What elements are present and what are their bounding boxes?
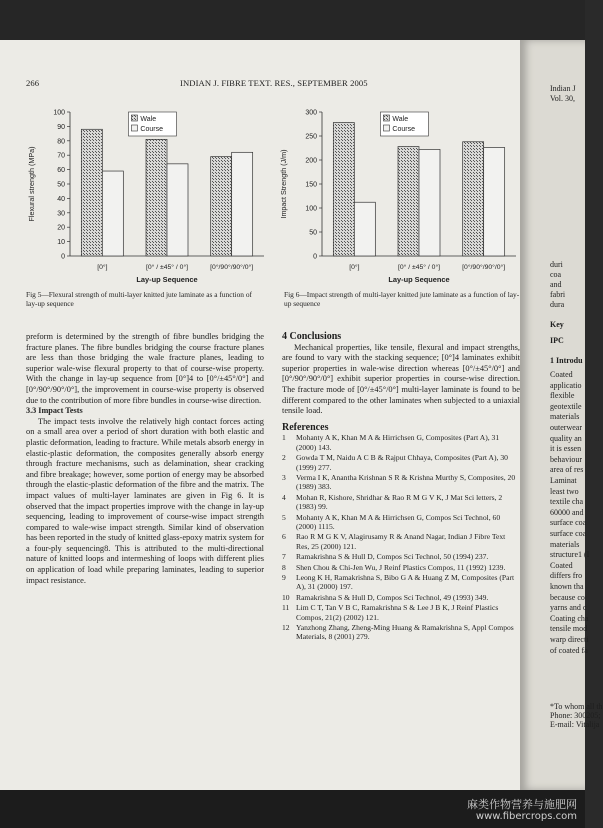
next-page-body-line: geotextile [550,401,582,411]
references-heading: References [282,421,329,433]
next-page-body-line: warp directi [550,635,589,644]
reference-number: 9 [282,573,286,583]
watermark-line-1: 麻类作物营养与施肥网 [467,798,577,811]
reference-list [282,433,520,642]
reference-text: Verma I K, Anantha Krishnan S R & Krishna Murthy S, Composites, 20 (1989) 383. [296,472,516,492]
next-page-abstract-line: coa [550,270,562,279]
y-tick-label: 20 [57,224,65,232]
journal-page [0,40,520,790]
legend-swatch [131,115,137,121]
y-tick-label: 150 [305,181,317,189]
y-axis-label: Impact Strength (J/m) [279,149,288,219]
next-page-body-line: known tha [550,582,584,591]
reference-number: 10 [282,592,290,602]
bar-course [484,148,505,256]
next-page-ipc: IPC [550,336,564,345]
x-tick-label: [0° / ±45° / 0°] [397,264,441,271]
legend-label: Course [140,126,164,133]
next-page-body-line: outerwear [550,423,582,432]
reference-item [282,552,520,561]
next-page-body-line: because co [550,592,585,602]
next-page-intro-heading: 1 Introdu [550,356,583,365]
y-tick-label: 0 [61,253,65,261]
next-page-body-line: it is essen [550,444,582,454]
next-page-header: Indian J [550,84,576,93]
reference-number: 3 [282,472,286,482]
reference-item [282,433,520,452]
bar-wale [81,129,102,256]
x-tick-label: [0°/90°/90°/0°] [210,264,254,271]
next-page-body-line: Coating cha [550,613,589,623]
reference-text: Gowda T M, Naidu A C B & Rajput Chhaya, Composites (Part A), 30 (1999) 277. [296,453,508,472]
reference-text: Ramakrishna S & Hull D, Compos Sci Technol, 50 (1994) 237. [296,552,489,562]
impact-strength-chart [270,104,520,284]
watermark-line-2: www.fibercrops.com [475,811,577,822]
reference-item [282,623,520,642]
next-page-body-line: textile cha [550,497,584,507]
reference-text: Rao R M G K V, Alagirusamy R & Anand Nagar, Indian J Fibre Text Res, 25 (2000) 121. [296,532,506,551]
reference-item [282,573,520,592]
y-tick-label: 200 [305,157,317,165]
bar-course [232,152,253,256]
y-tick-label: 0 [313,253,317,261]
figure-5-caption: Fig 5—Flexural strength of multi-layer knitted jute laminate as a function of lay-up sequence [26,290,252,308]
section-heading-impact-tests: 3.3 Impact Tests [26,406,83,416]
reference-number: 4 [282,492,286,502]
left-column [26,332,264,586]
reference-item [282,453,520,472]
legend-swatch [131,125,137,131]
reference-number: 2 [282,453,286,463]
reference-text: Mohan R, Kishore, Shridhar & Rao R M G V K, J Mat Sci letters, 2 (1983) 99. [296,492,503,512]
section-heading-conclusions: 4 Conclusions [282,331,342,342]
x-tick-label: [0°] [349,264,360,271]
x-tick-label: [0°] [97,264,108,271]
next-page-body-line: flexible [550,391,575,401]
conclusions-paragraph: Mechanical properties, like tensile, flexural and impact strengths, are found to vary with the stacking sequence; [0°]4 laminates exhibit superior properties in wale-wise direction whereas [0°/±45°/0°] and [0°/90°/90°/0°] exhibit superior properties in course-wise direction. The fracture mode of [0°/±45°/0°] multi-layer laminate is found to be different compared to the other laminates when subjected to a uniaxial tensile load. [282,342,520,416]
reference-number: 6 [282,532,286,542]
left-paragraph-1: preform is determined by the strength of fibre bundles bridging the fracture planes. The fibre bundles bridging the course fracture planes are less than those bridging the wale fracture planes, leading to superior wale-wise flexural property to that of course-wise property. With the change in lay-up sequence from [0°]4 to [0°/±45°/0°] and [0°/90°/90°/0°], the improvement in course-wise property is observed due to the contribution of more fibre bundles in course-wise direction. [26,332,264,405]
legend-label: Wale [140,116,157,123]
y-tick-label: 30 [57,210,65,218]
flexural-strength-chart [18,104,268,284]
reference-item [282,493,520,512]
reference-number: 8 [282,562,286,572]
reference-item [282,532,520,551]
legend-label: Course [392,126,416,133]
bar-course [102,171,123,256]
reference-number: 11 [282,603,290,613]
next-page-footnote: E-mail: Vitalija [550,720,600,729]
y-tick-label: 40 [57,195,65,203]
y-tick-label: 100 [53,109,65,117]
reference-item [282,603,520,622]
reference-number: 12 [282,623,290,633]
next-page-body-line: Coated [550,560,573,570]
next-page-body-line: area of res [550,465,584,475]
next-page-abstract-line: and [550,280,562,289]
reference-item [282,593,520,602]
next-page-body-line: least two [550,486,579,496]
adjacent-page-fragment [520,40,603,790]
figure-6-caption: Fig 6—Impact strength of multi-layer knitted jute laminate as a function of lay-up sequence [284,290,520,308]
next-page-body-line: tensile mod [550,624,588,634]
next-page-abstract-line: fabri [550,290,566,299]
left-paragraph-2: The impact tests involve the relatively high contact forces acting on a small area over a period of short duration with both elastic and plastic deformation, leading to fracture. While metals absorb energy in elastic-plastic deformation, the composites generally absorb energy through fracture mechanisms, such as delamination, shear cracking and fibre breakage; however, some portion of energy may be absorbed through the elastic-plastic deformation of the fibre and the matrix. The impact values of multi-layer laminates are given in Fig 6. It is observed that the impact properties improve with the change in lay-up sequencing, leading to improvement of course-wise impact strength compared to wale-wise impact strength. Similar kind of observation has been reported in the study of knitted glass-epoxy matrix system for a four-ply sequencing8. This is attributed to the multi-directional nature of knitted loops and intermeshing of loops with different plies on application of load while preparing laminates, leading to superior impact resistance. [26,416,264,585]
reference-number: 5 [282,512,286,522]
scan-top-band [0,0,585,40]
chart-svg [270,104,520,284]
y-tick-label: 70 [57,152,65,160]
next-page-body-line: Laminat [550,476,577,485]
next-page-footnote: *To whom all th [550,702,603,711]
next-page-abstract-line: duri [550,260,563,269]
x-axis-label: Lay-up Sequence [388,275,450,284]
bar-wale [211,157,232,256]
next-page-body-line: quality an [550,433,582,443]
x-tick-label: [0°/90°/90°/0°] [462,264,506,271]
next-page-body-line: differs fro [550,571,583,581]
reference-item [282,513,520,532]
y-tick-label: 100 [305,205,317,213]
reference-item [282,473,520,492]
scan-bottom-band [0,790,585,828]
bar-wale [398,147,419,256]
next-page-body-line: Coated [550,370,573,379]
next-page-body-line: 60000 and [550,507,584,517]
next-page-body-line: materials [550,412,580,422]
bar-wale [333,123,354,256]
y-tick-label: 50 [309,229,317,237]
next-page-body-line: applicatio [550,380,582,390]
y-tick-label: 60 [57,167,65,175]
legend-label: Wale [392,116,409,123]
running-header: INDIAN J. FIBRE TEXT. RES., SEPTEMBER 2005 [180,78,368,88]
y-tick-label: 80 [57,138,65,146]
bar-wale [146,139,167,256]
right-column [282,332,520,643]
reference-text: Leong K H, Ramakrishna S, Bibo G A & Huang Z M, Composites (Part A), 31 (2000) 197. [296,573,515,592]
bar-course [354,202,375,256]
bar-wale [463,142,484,256]
next-page-body-line: structure1 (I [550,550,590,560]
y-axis-label: Flexural strength (MPa) [27,146,36,222]
reference-text: Shen Chou & Chi-Jen Wu, J Reinf Plastics Compos, 11 (1992) 1239. [296,562,506,572]
next-page-body-line: of coated fa [550,645,588,655]
reference-text: Ramakrishna S & Hull D, Compos Sci Technol, 49 (1993) 349. [296,592,489,602]
next-page-header: Vol. 30, [550,94,575,103]
reference-item [282,563,520,572]
next-page-body-line: materials [550,539,580,549]
x-tick-label: [0° / ±45° / 0°] [145,264,189,271]
next-page-body-line: surface coa [550,518,587,528]
y-tick-label: 250 [305,133,317,141]
reference-number: 1 [282,433,286,443]
legend-swatch [383,125,389,131]
reference-text: Mohanty A K, Khan M A & Hirrichsen G, Composites (Part A), 31 (2000) 143. [296,433,500,452]
chart-svg [18,104,268,284]
next-page-abstract-line: dura [550,300,565,309]
reference-text: Mohanty A K, Khan M A & Hirrichsen G, Compos Sci Technol, 60 (2000) 1115. [296,512,501,531]
y-tick-label: 50 [57,181,65,189]
bar-course [419,149,440,256]
reference-text: Lim C T, Tan V B C, Ramakrishna S & Lee J B K, J Reinf Plastics Compos, 21(2) (2002) 121. [296,603,499,622]
next-page-footnote: Phone: 300205; [550,711,601,720]
reference-text: Yanzhong Zhang, Zheng-Ming Huang & Ramakrishna S, Appl Compos Materials, 8 (2001) 279. [296,623,514,642]
next-page-body-line: behaviour [550,454,582,464]
next-page-keywords: Key [550,320,564,329]
x-axis-label: Lay-up Sequence [136,275,198,284]
next-page-body-line: yarns and c [550,603,587,613]
next-page-body-line: surface coa [550,529,587,538]
y-tick-label: 90 [57,123,65,131]
page-number: 266 [26,78,40,88]
y-tick-label: 10 [57,239,65,247]
bar-course [167,164,188,256]
reference-number: 7 [282,552,286,562]
legend-swatch [383,115,389,121]
y-tick-label: 300 [305,109,317,117]
